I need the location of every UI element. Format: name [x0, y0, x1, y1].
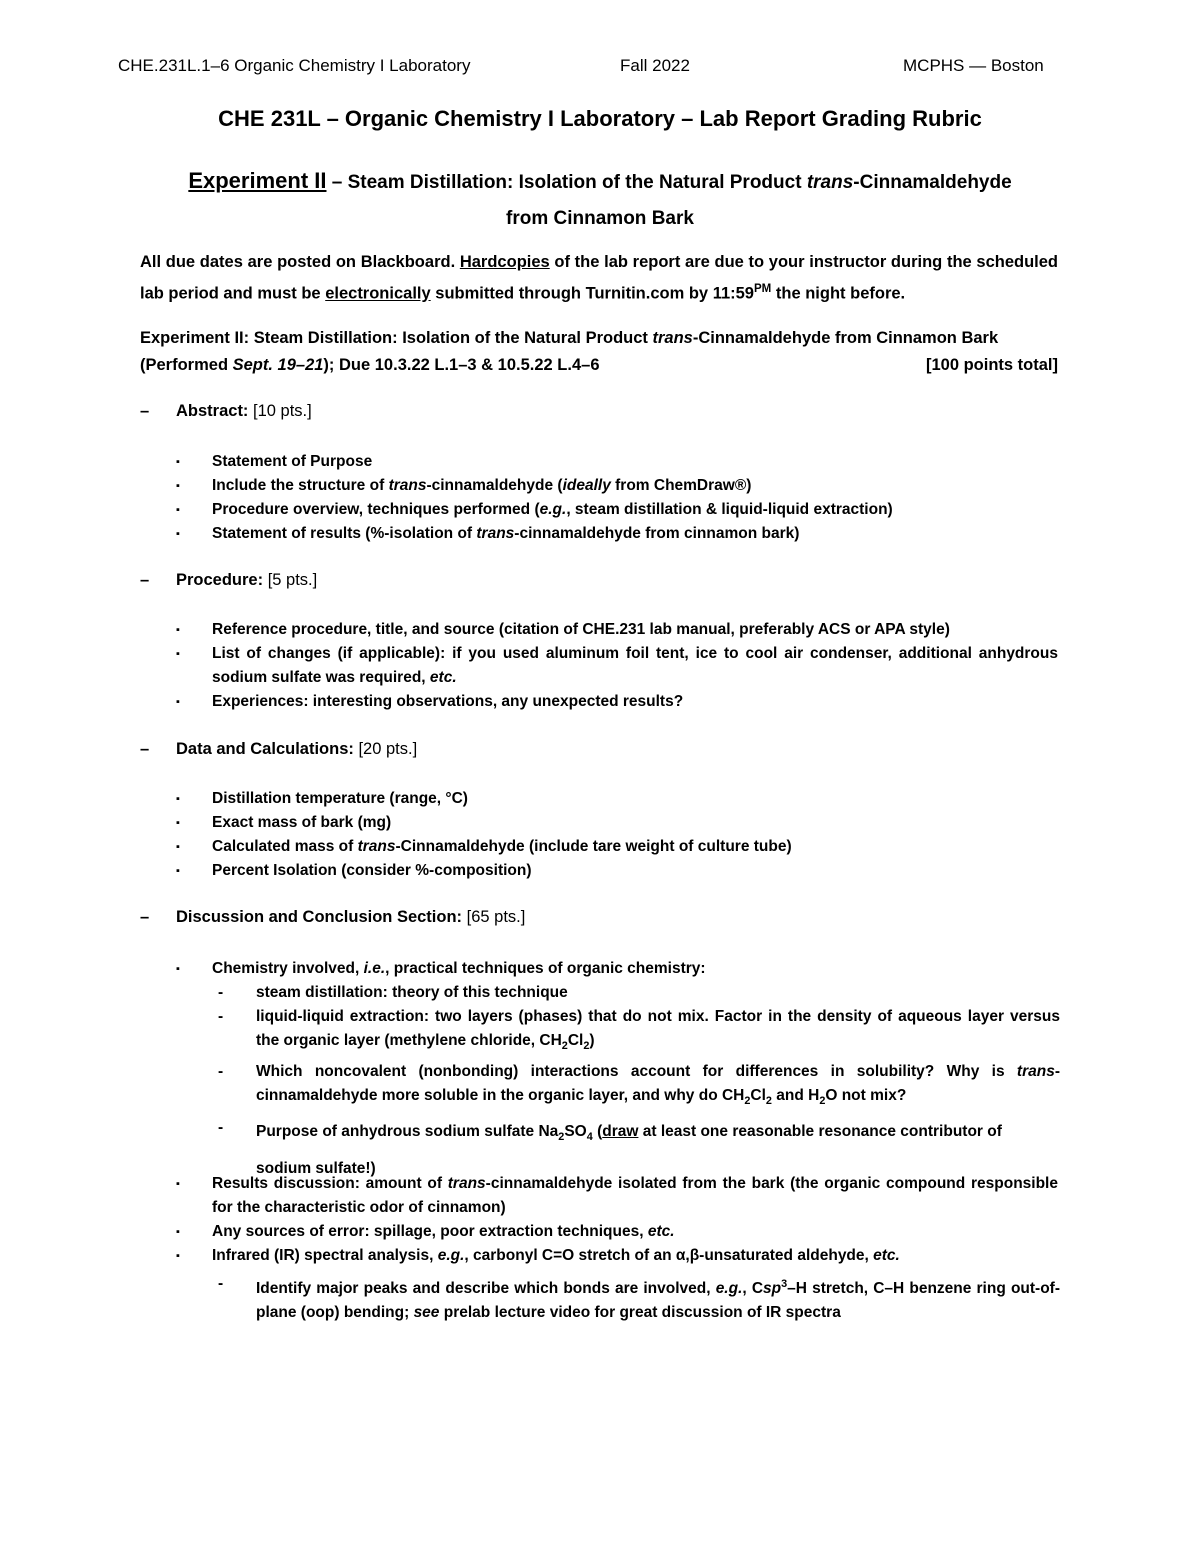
list-item: ▪ Procedure overview, techniques performed (e.g., steam distillation & liquid-liquid extraction)	[176, 501, 893, 518]
sub-list-item: - Purpose of anhydrous sodium sulfate $Na_2SO_4$ (draw at least one reasonable resonance contributor of sodium sulfate!)	[218, 1119, 1002, 1178]
list-item: ▪ Percent Isolation (consider %-composition)	[176, 862, 532, 879]
section-discussion-heading: – Discussion and Conclusion Section: [65 pts.]	[140, 908, 526, 926]
experiment-label: Experiment II	[188, 168, 327, 193]
sub-list-item: - steam distillation: theory of this technique	[218, 984, 568, 1001]
header-course: CHE.231L.1–6 Organic Chemistry I Laboratory	[118, 56, 471, 75]
list-item: ▪ Results discussion: amount of trans-cinnamaldehyde isolated from the bark (the organic compound responsible for the characteristic odor of cinnamon)	[176, 1175, 1058, 1216]
due-dates-paragraph: All due dates are posted on Blackboard. Hardcopies of the lab report are due to your instructor during the scheduled lab period and must be electronically submitted through Turnitin.com by $11:59^{PM}$ the night before.	[140, 253, 1058, 303]
list-item: ▪ Statement of Purpose	[176, 453, 373, 470]
header-term: Fall 2022	[620, 56, 690, 75]
experiment-subtitle: Experiment II – Steam Distillation: Isolation of the Natural Product trans-Cinnamaldehyde from Cinnamon Bark	[188, 168, 1012, 229]
list-item: ▪ Any sources of error: spillage, poor extraction techniques, etc.	[176, 1223, 675, 1240]
list-item: ▪ Exact mass of bark (mg)	[176, 814, 392, 831]
section-abstract-heading: – Abstract: [10 pts.]	[140, 402, 312, 420]
list-item: ▪ Reference procedure, title, and source (citation of CHE.231 lab manual, preferably ACS or APA style)	[176, 621, 950, 638]
sub-list-item: - Identify major peaks and describe which bonds are involved, e.g., Csp$^3$–H stretch, C–H benzene ring out-of-plane (oop) bending; see prelab lecture video for great discussion of IR spectra	[218, 1275, 1060, 1322]
experiment-info-paragraph: Experiment II: Steam Distillation: Isolation of the Natural Product trans-Cinnamaldehyde from Cinnamon Bark (Performed Sept. 19–21); Due 10.3.22 L.1–3 & 10.5.22 L.4–6 [100 points total]	[140, 325, 1058, 379]
list-item: ▪ Calculated mass of trans-Cinnamaldehyde (include tare weight of culture tube)	[176, 838, 792, 855]
list-item: ▪ Distillation temperature (range, °C)	[176, 790, 468, 807]
section-procedure-heading: – Procedure: [5 pts.]	[140, 571, 318, 589]
list-item: ▪ Chemistry involved, i.e., practical techniques of organic chemistry:	[176, 960, 706, 977]
total-points: [100 points total]	[925, 356, 1058, 374]
section-data-heading: – Data and Calculations: [20 pts.]	[140, 740, 418, 758]
sub-list-item: - Which noncovalent (nonbonding) interactions account for differences in solubility? Why is trans-cinnamaldehyde more soluble in the organic layer, and why do $CH_2Cl_2$ and $H_2O$ not mix?	[218, 1063, 1060, 1108]
list-item: ▪ Infrared (IR) spectral analysis, e.g., carbonyl C=O stretch of an α,β-unsaturated aldehyde, etc.	[176, 1247, 900, 1264]
list-item: ▪ List of changes (if applicable): if you used aluminum foil tent, ice to cool air condenser, additional anhydrous sodium sulfate was required, etc.	[176, 645, 1058, 686]
list-item: ▪ Statement of results (%-isolation of trans-cinnamaldehyde from cinnamon bark)	[176, 525, 800, 542]
list-item: ▪ Include the structure of trans-cinnamaldehyde (ideally from ChemDraw®)	[176, 477, 752, 494]
list-item: ▪ Experiences: interesting observations, any unexpected results?	[176, 693, 684, 710]
header-campus: MCPHS — Boston	[903, 56, 1044, 75]
sub-list-item: - liquid-liquid extraction: two layers (phases) that do not mix. Factor in the density of aqueous layer versus the organic layer (methylene chloride, $CH_2Cl_2$)	[218, 1008, 1060, 1053]
page-title: CHE 231L – Organic Chemistry I Laboratory – Lab Report Grading Rubric	[218, 106, 982, 131]
